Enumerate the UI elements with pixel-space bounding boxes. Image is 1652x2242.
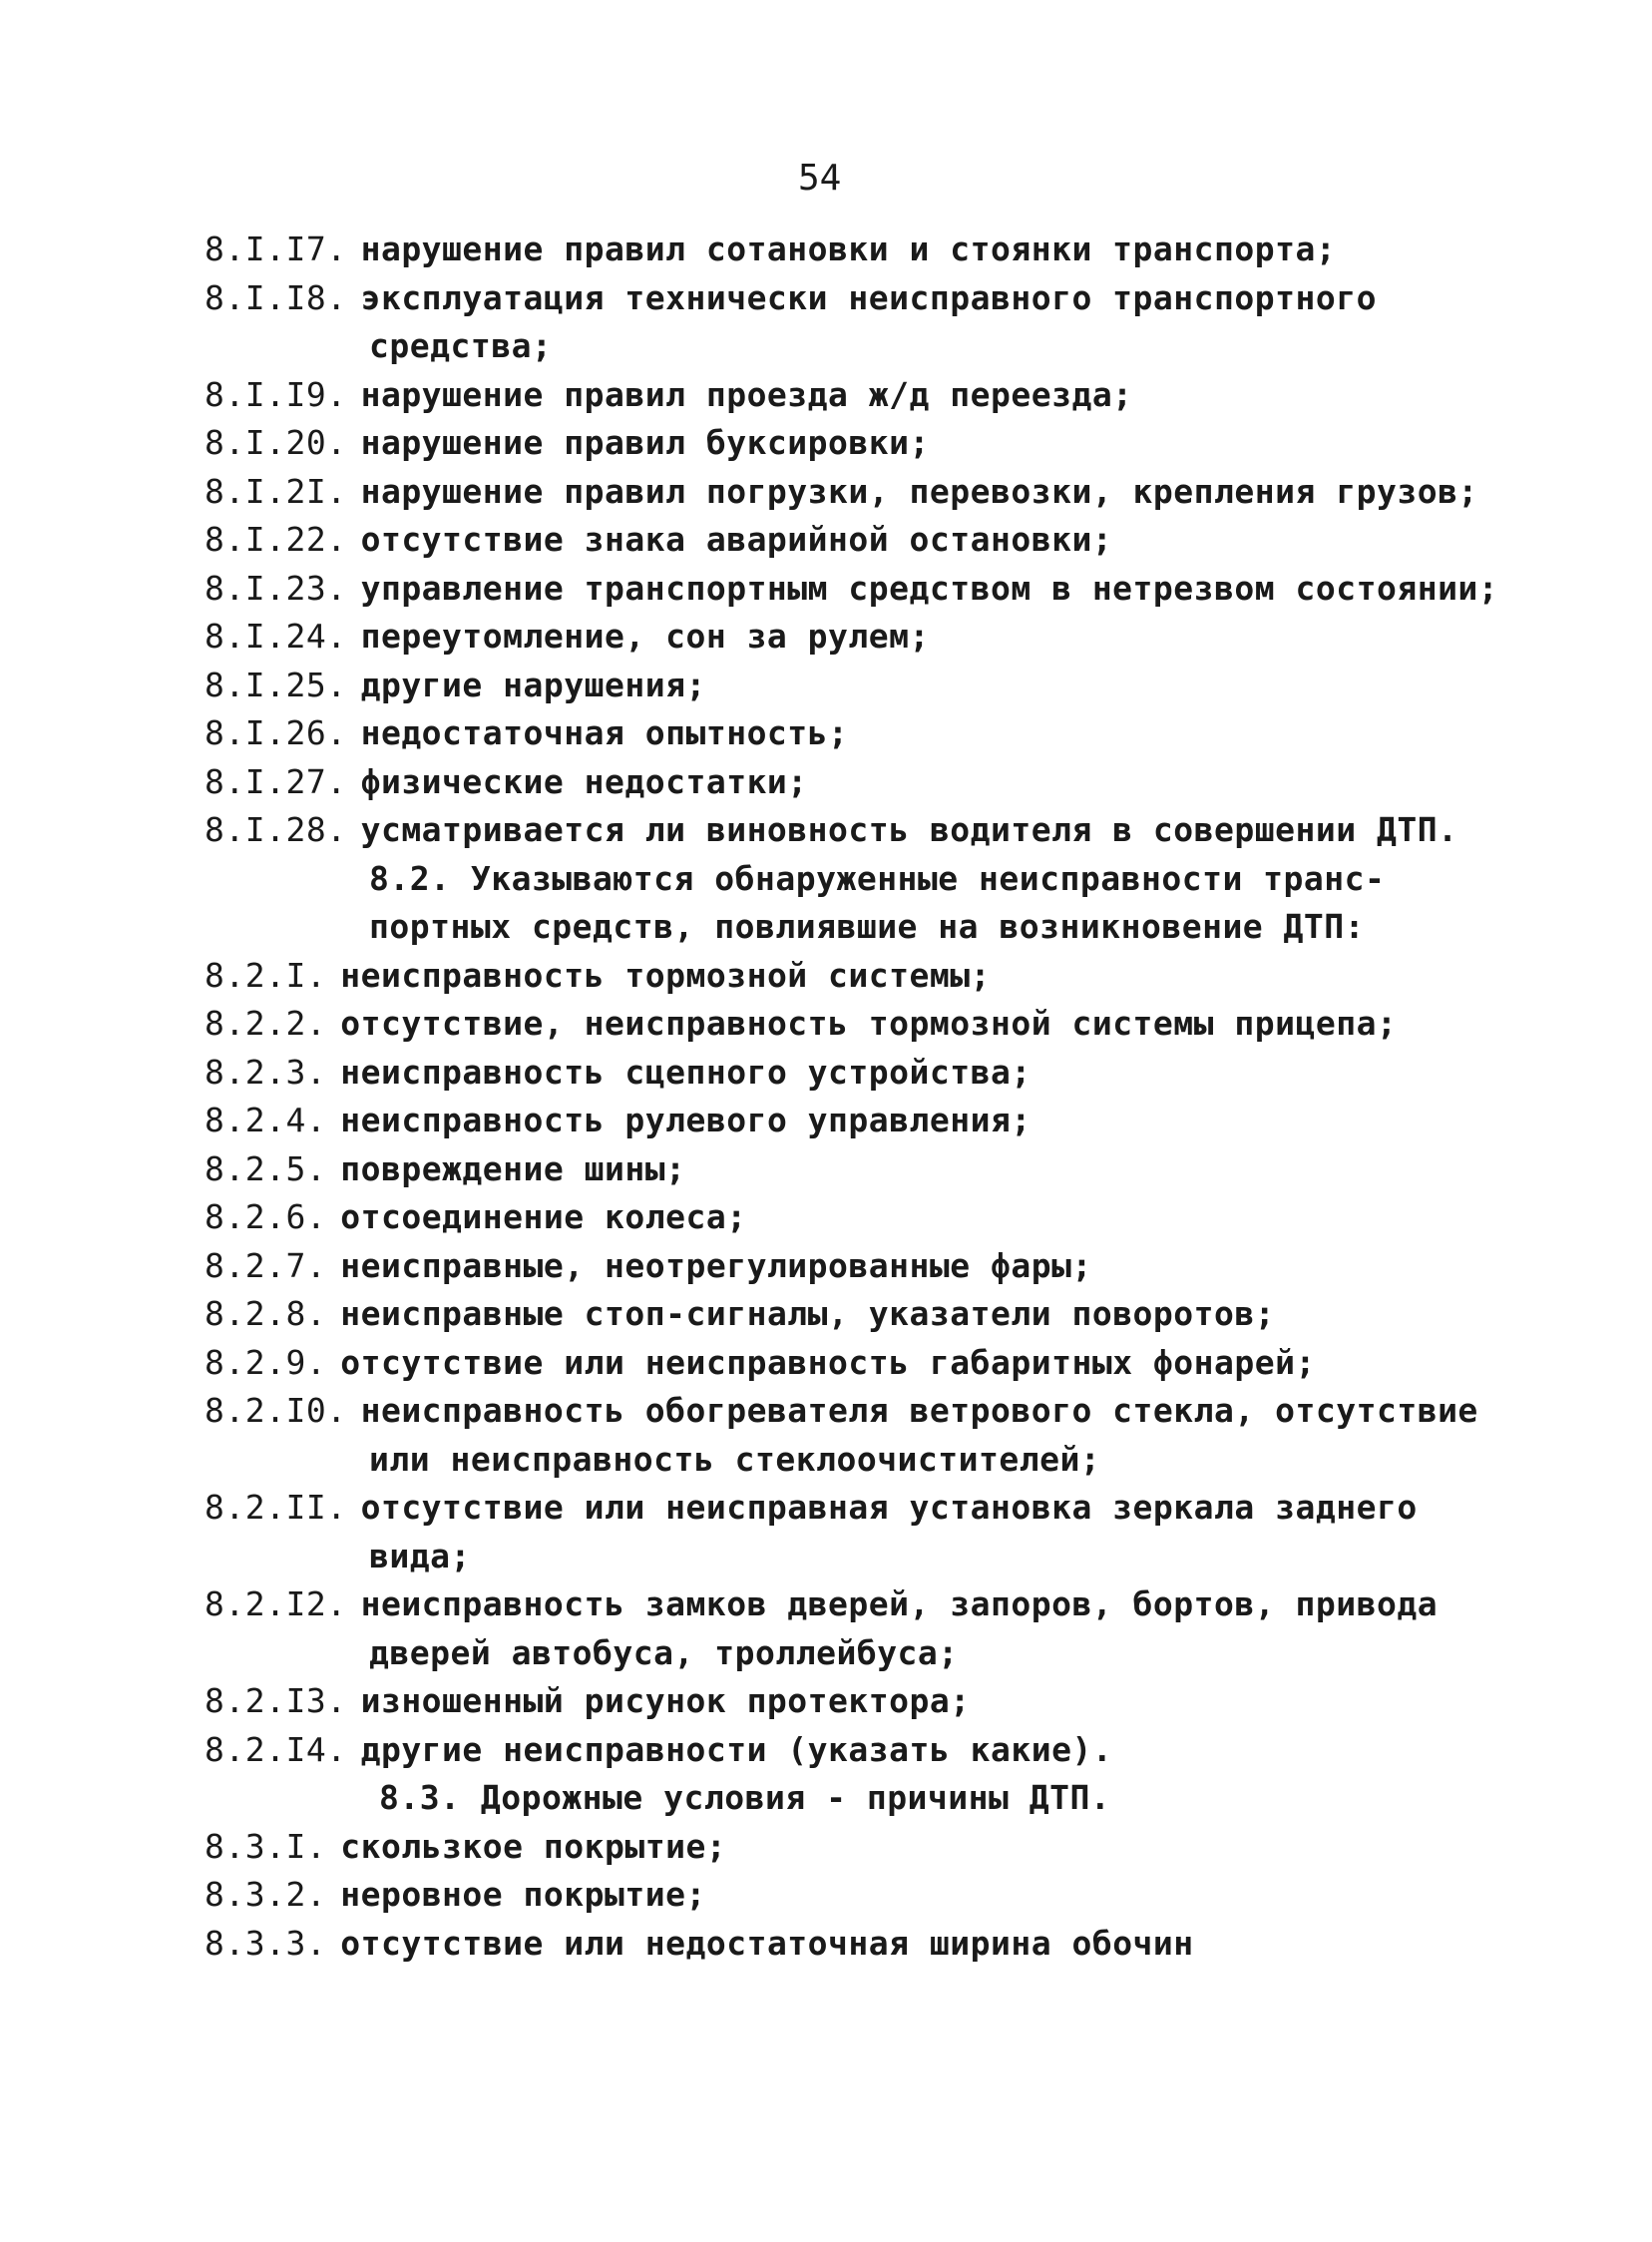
list-item xyxy=(205,617,930,657)
item-number: 8.I.23. xyxy=(205,569,347,608)
item-text: изношенный рисунок протектора; xyxy=(360,1681,971,1720)
list-item-continuation xyxy=(369,326,552,366)
item-text: неисправность обогревателя ветрового стекла, отсутствие xyxy=(360,1391,1478,1430)
item-number: 8.2.6. xyxy=(205,1197,327,1236)
item-text: отсутствие, неисправность тормозной системы прицепа; xyxy=(340,1004,1398,1043)
item-number: 8.I.25. xyxy=(205,666,347,704)
item-text: вида; xyxy=(369,1537,471,1575)
item-number: 8.I.27. xyxy=(205,762,347,801)
item-text: неисправность тормозной системы; xyxy=(340,956,991,995)
item-number: 8.2.I0. xyxy=(205,1391,347,1430)
list-item xyxy=(205,278,1377,318)
item-text: неисправные стоп-сигналы, указатели поворотов; xyxy=(340,1294,1276,1333)
heading-text: портных средств, повлиявшие на возникновение ДТП: xyxy=(369,907,1366,946)
page-number: 54 xyxy=(798,158,842,199)
list-item xyxy=(205,1053,1032,1093)
list-item xyxy=(205,1149,685,1189)
item-text: другие неисправности (указать какие). xyxy=(360,1730,1113,1769)
item-text: управление транспортным средством в нетрезвом состоянии; xyxy=(360,569,1499,608)
item-text: скользкое покрытие; xyxy=(340,1827,727,1866)
item-number: 8.2.I. xyxy=(205,956,327,995)
list-item-continuation xyxy=(369,1440,1100,1480)
item-number: 8.I.I8. xyxy=(205,278,347,317)
item-text: неисправные, неотрегулированные фары; xyxy=(340,1246,1092,1285)
list-item xyxy=(205,1730,1112,1770)
list-item xyxy=(205,810,1457,850)
item-number: 8.3.3. xyxy=(205,1924,327,1963)
item-number: 8.3.2. xyxy=(205,1875,327,1914)
item-text: или неисправность стеклоочистителей; xyxy=(369,1440,1101,1479)
item-number: 8.2.7. xyxy=(205,1246,327,1285)
list-item-continuation xyxy=(369,1537,471,1576)
item-text: другие нарушения; xyxy=(360,666,706,704)
item-number: 8.2.I3. xyxy=(205,1681,347,1720)
item-text: физические недостатки; xyxy=(360,762,808,801)
list-item xyxy=(205,520,1112,560)
list-item xyxy=(205,229,1336,269)
list-item xyxy=(205,1343,1316,1383)
item-text: нарушение правил сотановки и стоянки транспорта; xyxy=(360,229,1337,268)
list-item-continuation xyxy=(369,1633,959,1673)
list-item xyxy=(205,1584,1438,1624)
heading-text: 8.2. Указываются обнаруженные неисправности транс- xyxy=(369,859,1386,898)
list-item xyxy=(205,956,991,996)
list-item xyxy=(205,569,1498,609)
list-item xyxy=(205,1488,1418,1528)
section-heading-continuation xyxy=(369,907,1365,947)
list-item xyxy=(205,1294,1275,1334)
list-item xyxy=(205,1924,1194,1964)
item-number: 8.2.II. xyxy=(205,1488,347,1527)
list-item xyxy=(205,1875,706,1915)
item-text: переутомление, сон за рулем; xyxy=(360,617,930,656)
item-text: отсутствие или недостаточная ширина обочин xyxy=(340,1924,1194,1963)
item-number: 8.2.8. xyxy=(205,1294,327,1333)
item-text: неровное покрытие; xyxy=(340,1875,706,1914)
item-text: неисправность сцепного устройства; xyxy=(340,1053,1032,1092)
item-number: 8.I.24. xyxy=(205,617,347,656)
item-text: эксплуатация технически неисправного транспортного xyxy=(360,278,1377,317)
section-heading xyxy=(369,859,1385,899)
list-item xyxy=(205,1246,1092,1286)
item-text: отсутствие или неисправность габаритных фонарей; xyxy=(340,1343,1316,1382)
list-item xyxy=(205,472,1478,512)
item-number: 8.I.28. xyxy=(205,810,347,849)
list-item xyxy=(205,1827,726,1867)
item-number: 8.2.I4. xyxy=(205,1730,347,1769)
item-number: 8.I.2I. xyxy=(205,472,347,511)
list-item xyxy=(205,375,1133,415)
item-text: нарушение правил буксировки; xyxy=(360,423,930,462)
item-text: нарушение правил проезда ж/д переезда; xyxy=(360,375,1133,414)
item-number: 8.2.I2. xyxy=(205,1584,347,1623)
item-number: 8.I.22. xyxy=(205,520,347,559)
item-text: дверей автобуса, троллейбуса; xyxy=(369,1633,959,1672)
item-text: неисправность замков дверей, запоров, бортов, привода xyxy=(360,1584,1439,1623)
list-item xyxy=(205,666,706,705)
list-item xyxy=(205,762,808,802)
item-text: отсоединение колеса; xyxy=(340,1197,747,1236)
section-heading xyxy=(379,1778,1110,1818)
item-number: 8.3.I. xyxy=(205,1827,327,1866)
list-item xyxy=(205,423,930,463)
item-text: неисправность рулевого управления; xyxy=(340,1101,1032,1139)
heading-text: 8.3. Дорожные условия - причины ДТП. xyxy=(379,1778,1111,1817)
item-number: 8.2.4. xyxy=(205,1101,327,1139)
list-item xyxy=(205,1197,747,1237)
item-text: повреждение шины; xyxy=(340,1149,686,1188)
item-number: 8.I.26. xyxy=(205,713,347,752)
item-number: 8.2.5. xyxy=(205,1149,327,1188)
item-text: нарушение правил погрузки, перевозки, крепления грузов; xyxy=(360,472,1478,511)
item-number: 8.2.9. xyxy=(205,1343,327,1382)
list-item xyxy=(205,1391,1478,1431)
list-item xyxy=(205,1681,971,1721)
item-number: 8.2.3. xyxy=(205,1053,327,1092)
item-text: усматривается ли виновность водителя в совершении ДТП. xyxy=(360,810,1458,849)
item-text: недостаточная опытность; xyxy=(360,713,849,752)
list-item xyxy=(205,1004,1397,1044)
item-number: 8.I.I7. xyxy=(205,229,347,268)
item-number: 8.I.20. xyxy=(205,423,347,462)
list-item xyxy=(205,1101,1032,1140)
item-text: средства; xyxy=(369,326,553,365)
item-text: отсутствие знака аварийной остановки; xyxy=(360,520,1113,559)
list-item xyxy=(205,713,848,753)
item-number: 8.I.I9. xyxy=(205,375,347,414)
item-text: отсутствие или неисправная установка зеркала заднего xyxy=(360,1488,1418,1527)
item-number: 8.2.2. xyxy=(205,1004,327,1043)
